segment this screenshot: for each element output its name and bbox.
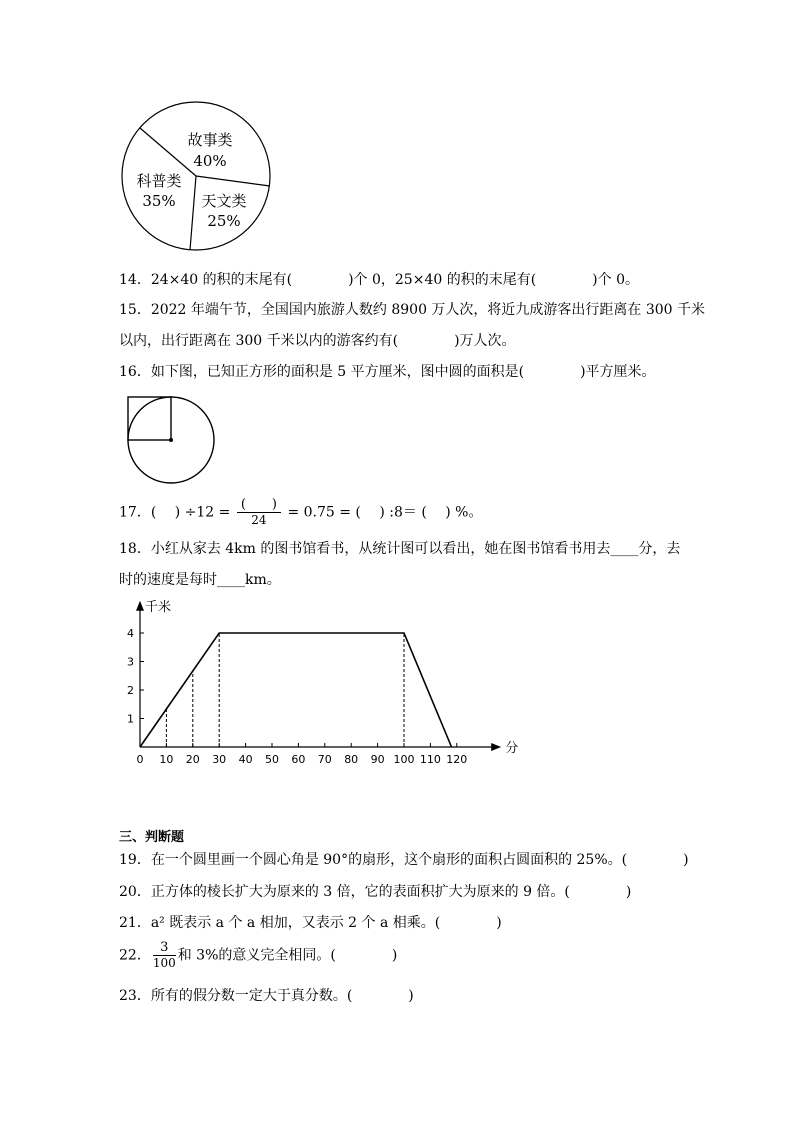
question-20: 20．正方体的棱长扩大为原来的 3 倍，它的表面积扩大为原来的 9 倍。( )	[119, 884, 632, 900]
pie-pct-astronomy: 25%	[207, 212, 241, 230]
x-tick-label: 50	[265, 753, 279, 766]
x-tick-label: 0	[136, 753, 144, 766]
q22-rest: 和 3%的意义完全相同。( )	[177, 947, 398, 964]
question-17	[119, 498, 482, 527]
question-18-line1: 18．小红从家去 4km 的图书馆看书，从统计图可以看出，她在图书馆看书用去____分，去	[119, 541, 681, 557]
y-axis-arrow	[136, 601, 144, 611]
q22-fraction-denominator: 100	[152, 956, 176, 970]
q22-fraction	[153, 941, 176, 970]
q17-fraction-numerator: ( )	[237, 498, 281, 513]
q17-fraction-denominator: 24	[251, 513, 267, 527]
x-tick-label: 120	[446, 753, 468, 766]
question-21: 21．a² 既表示 a 个 a 相加，又表示 2 个 a 相乘。( )	[119, 915, 502, 931]
x-tick-label: 10	[159, 753, 174, 766]
question-15-line1: 15．2022 年端午节，全国国内旅游人数约 8900 万人次，将近九成游客出行距离在 300 千米	[119, 302, 706, 318]
section-3-title: 三、判断题	[119, 830, 185, 845]
pie-divider-story-astronomy	[196, 176, 270, 186]
pie-pct-science: 35%	[142, 192, 176, 210]
question-15-line2: 以内，出行距离在 300 千米以内的游客约有( )万人次。	[119, 333, 516, 349]
distance-line	[140, 633, 452, 747]
q17-fraction	[237, 498, 281, 527]
x-tick-label: 40	[238, 753, 253, 766]
y-axis-label: 千米	[145, 600, 172, 615]
pie-chart	[118, 100, 278, 260]
x-tick-label: 60	[291, 753, 306, 766]
x-axis-label: 分	[505, 741, 519, 756]
q22-number: 22．	[119, 947, 151, 964]
question-16: 16．如下图，已知正方形的面积是 5 平方厘米，图中圆的面积是( )平方厘米。	[119, 364, 656, 380]
q22-fraction-numerator: 3	[153, 941, 176, 956]
pie-label-story: 故事类	[187, 131, 233, 149]
question-14: 14．24×40 的积的末尾有( )个 0，25×40 的积的末尾有( )个 0。	[119, 272, 639, 288]
y-tick-label: 3	[127, 655, 134, 669]
x-axis-arrow	[491, 743, 501, 751]
x-tick-label: 90	[370, 753, 385, 766]
y-tick-label: 1	[127, 712, 134, 726]
figure-center-dot	[169, 438, 173, 442]
pie-divider-astronomy-science	[190, 176, 196, 250]
x-tick-label: 100	[393, 753, 415, 766]
question-18-line2: 时的速度是每时____km。	[119, 572, 281, 588]
square-circle-figure	[124, 394, 219, 486]
pie-pct-story: 40%	[193, 152, 227, 170]
x-tick-label: 20	[185, 753, 200, 766]
q17-part2: = 0.75 = ( ) :8＝ ( ) %。	[287, 504, 483, 521]
question-19: 19．在一个圆里画一个圆心角是 90°的扇形，这个扇形的面积占圆面积的 25%。( )	[119, 852, 689, 868]
question-23: 23．所有的假分数一定大于真分数。( )	[119, 988, 414, 1004]
x-tick-label: 80	[344, 753, 359, 766]
x-tick-label: 70	[317, 753, 332, 766]
x-tick-label: 30	[212, 753, 227, 766]
pie-label-astronomy: 天文类	[201, 192, 247, 210]
x-tick-label: 110	[419, 753, 441, 766]
y-tick-label: 2	[127, 684, 134, 697]
pie-label-science: 科普类	[136, 172, 182, 190]
q17-part1: 17．( ) ÷12 =	[119, 504, 231, 521]
y-tick-label: 4	[127, 627, 134, 640]
question-22	[119, 941, 397, 970]
distance-time-chart	[120, 600, 520, 780]
